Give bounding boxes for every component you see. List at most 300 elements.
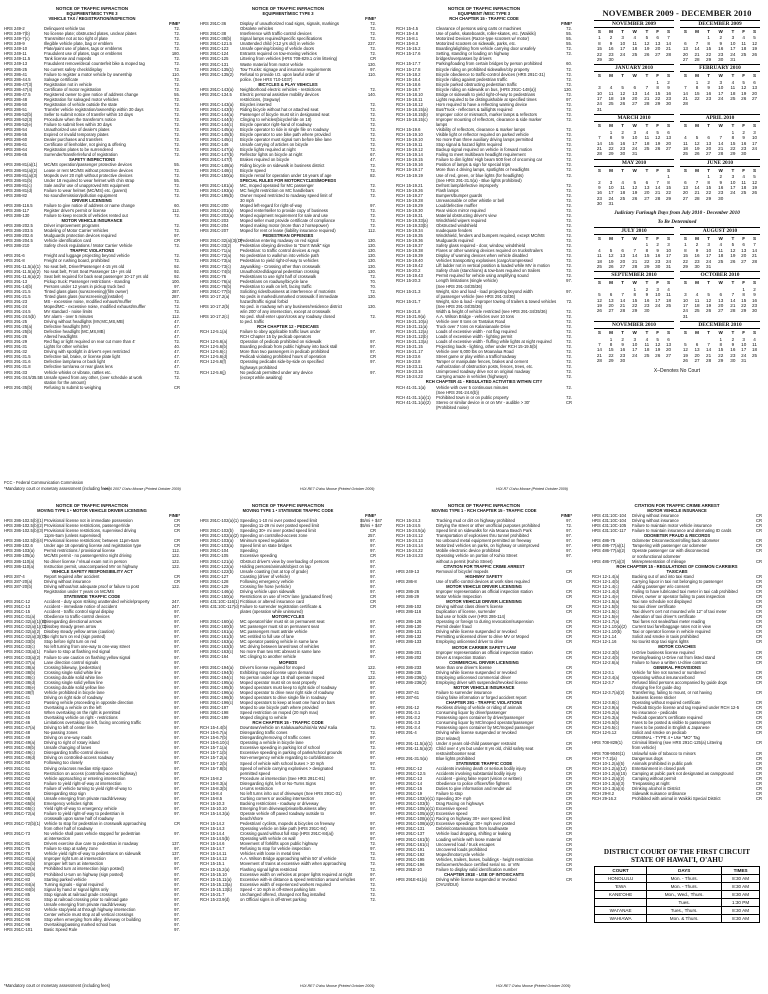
day-cell: 28 (620, 308, 626, 314)
fine-cell: CR (565, 578, 572, 584)
description-cell: Failure to stop at flashing red signal (44, 649, 111, 655)
fine-cell: 122. (367, 674, 376, 680)
fine-cell: 72. (370, 162, 376, 168)
description-cell: Littering from vehicles (HRS 708-829.1 crim littering) (240, 56, 338, 62)
code-cell: HRS 291C-121.5 (200, 41, 232, 47)
day-cell: 2 (719, 35, 722, 41)
fine-cell: CR (565, 831, 572, 837)
month-name: APRIL 2010 (680, 114, 760, 122)
day-cell: 10 (632, 342, 638, 348)
day-cell: 28 (596, 151, 602, 157)
code-cell: HRS 10-17.2(b) (200, 303, 230, 309)
day-cell: 30 (666, 101, 672, 107)
day-cell: 1 (609, 129, 613, 135)
code-cell: RCH 15-19.38 (396, 248, 423, 254)
fine-cell: 97. (370, 836, 376, 842)
fine-cell: 97. (174, 927, 180, 933)
code-cell: RCH 15-19.40 (396, 258, 423, 264)
court-cell: 8:30 AM (722, 915, 760, 923)
fine-cell: 60. (566, 61, 572, 67)
code-cell: HRS 291C-44 (4, 710, 31, 716)
code-cell: HRS 291C-38(d) (4, 679, 36, 685)
description-cell: Vehicles transporting explosives (cargo/compressed (436, 258, 533, 264)
fine-cell: 97. (174, 891, 180, 897)
code-cell: HRS 291-31.6 (4, 359, 31, 365)
description-cell: Unsafe emerging from private road/driveway (44, 901, 127, 907)
code-cell: HRS 291C-196(b) (200, 694, 234, 700)
code-cell: HRS 286-51 (4, 106, 28, 112)
description-cell: Failing to have lubricated taxi meter in taxi cab prohibited (632, 588, 738, 594)
fine-cell: CR (565, 649, 572, 655)
description-cell: Carrying liquor in taxi not belonging to passenger (632, 578, 724, 584)
fine-cell: 97. (174, 619, 180, 625)
weekday-label: T (731, 167, 735, 173)
day-cell: 8 (598, 40, 601, 46)
description-cell: Loads of excessive width - not flag required (436, 328, 517, 334)
description-cell: Following emergency vehicle (240, 578, 294, 584)
day-cell: 2 (719, 174, 722, 180)
fine-cell: CR (173, 528, 180, 534)
code-cell: RCH 15-21.10(a) (396, 318, 428, 324)
code-cell: RCH 15-15.2(a) (200, 866, 230, 872)
code-cell: HRS 286-102.5(b)(4) (4, 538, 44, 544)
description-cell: Accidents involving death or serious bodily injury (436, 765, 527, 771)
day-cell: 15 (741, 297, 747, 303)
fine-cell: 97. (370, 644, 376, 650)
description-cell: Bicycle obedience to traffic-control devices (HRS 291C-31) (436, 71, 546, 77)
fine-cell: 72. (566, 127, 572, 133)
code-cell: HRS 291C-46 (4, 720, 31, 726)
court-cell: KANE'OHE (595, 891, 647, 899)
column-subtitle: MOVING TYPE 1 - RCH CHAPTER 15 - TRAFFIC CODE (431, 508, 537, 514)
description-cell: Exhibiting moped license upon demand (240, 669, 314, 675)
fine-cell: 72. (370, 207, 376, 213)
fine-cell: CR (565, 755, 572, 761)
court-cell: 'EWA (595, 883, 647, 891)
fine-cell: CR (565, 861, 572, 867)
weekday-label: M (609, 29, 613, 34)
description-cell: Crossing double solid yellow line (44, 684, 105, 690)
fine-cell: CR (565, 705, 572, 711)
code-cell: HRS 291C-72(a) (4, 810, 36, 816)
fine-cell: 97. (174, 745, 180, 751)
day-cell: 6 (695, 342, 699, 348)
description-cell: Safety check regulations / Motor Carrier Vehicle (44, 243, 133, 249)
code-cell: HRS 249-11 (4, 51, 27, 57)
day-cell (652, 358, 663, 363)
description-cell: Vehicles with loose in metal tires (240, 851, 301, 857)
fine-cell: CR (565, 593, 572, 599)
code-cell: HRS 291C-191 (396, 846, 425, 852)
weekday-label: T (707, 123, 710, 129)
day-cell: 21 (718, 145, 724, 151)
court-schedule (594, 848, 760, 923)
code-cell: HRS 291C-101 (4, 927, 33, 933)
code-cell: HRS 291C-14 (396, 781, 423, 786)
description-cell: Excessive speeding in parking lot of school (240, 745, 320, 751)
description-cell: Pedicab violating prohibited hours of operation (240, 354, 327, 360)
day-cell (628, 201, 641, 206)
weekday-label: T (621, 167, 624, 173)
fine-cell: 97. (370, 689, 376, 695)
code-cell: HRS 291E-10 (396, 866, 422, 872)
code-cell: HRS 286-102 (396, 604, 422, 610)
code-cell: RCH 15-19.10 (396, 137, 423, 143)
fine-cell: 72. (566, 217, 572, 223)
day-cell: 1 (707, 35, 710, 41)
court-cell: HONOLULU (595, 875, 647, 883)
code-cell: RCH 15-18.11 (396, 96, 423, 102)
code-cell: HRS 708-9046(1) (592, 750, 625, 756)
day-cell: 30 (730, 358, 736, 364)
weekday-label: S (597, 73, 601, 79)
description-cell: Passenger of bicycle must sit in designated seat (240, 112, 330, 118)
day-cell: 30 (655, 264, 661, 269)
month-pair (594, 271, 760, 319)
fine-cell: 97. (370, 619, 376, 625)
description-cell: Registration for salvaged motor vehicles (44, 96, 119, 102)
fine-cell: 72. (174, 212, 180, 218)
bottom-column-2 (200, 503, 382, 902)
day-cell: 20 (666, 347, 672, 353)
day-cell: 30 (620, 358, 626, 364)
description-cell: No seat belt, Front Seat Passenger 15+ yrs old (44, 268, 132, 274)
code-cell: HRS 287-41 (396, 690, 420, 696)
fine-cell: CR (755, 755, 762, 761)
description-cell: Visible light or reflector required on parked vehicle (436, 132, 529, 138)
fine-cell: CR (565, 876, 572, 882)
day-cell: 15 (706, 46, 712, 52)
description-cell: Lift ladder not in vertical position & loaded while MV in motion (436, 263, 550, 269)
fine-cell: CR (755, 588, 762, 594)
code-cell: RCH 41-31.1(a) (396, 384, 426, 390)
fine-cell: CR (755, 629, 762, 635)
weekday-label: T (731, 280, 735, 286)
code-cell: RCH 15-8.1 (396, 36, 419, 42)
description-cell: Registration under 7 years on MC/MS (44, 588, 115, 594)
month-calendar (680, 64, 760, 112)
day-cell: 23 (706, 96, 712, 102)
description-cell: Movement of forklifts upon public highway (240, 841, 318, 847)
description-cell: No person under age 15 shall operate moped (240, 674, 325, 680)
description-cell: Drag Racing on highways (436, 801, 484, 807)
code-cell: HRS 286-102.5(b)(1) (4, 518, 44, 524)
day-cell: 9 (609, 40, 613, 46)
description-cell: Vehicle over 6,000 lbs on Moanalua Road (436, 349, 514, 355)
code-row (4, 564, 180, 569)
code-cell: RCH 15-20.3 (396, 278, 421, 284)
day-cell: 19 (655, 347, 661, 353)
description-cell: Inadequate fenders (436, 228, 473, 234)
day-cell: 20 (752, 90, 758, 96)
code-row (592, 660, 762, 665)
description-cell: Bicycle operator must signal turn before bike lane (240, 137, 332, 143)
description-cell: Unauthorized/diagonal pedestrian crossing (240, 268, 320, 274)
section-heading: HIGHWAY SAFETY (465, 573, 503, 579)
month-name: NOVEMBER 2009 (594, 20, 674, 28)
day-cell: 5 (645, 35, 649, 41)
day-cell: 12 (694, 140, 700, 146)
description-cell: Modeling of Motor Carrier Vehicles (44, 228, 109, 234)
description-cell: Basic Speed Rule (44, 927, 78, 933)
code-cell: HRS 291C-102(a)(1) (200, 518, 239, 524)
description-cell: Visibility of reflectors, clearance & marker lamps (436, 127, 526, 133)
day-cell: 24 (608, 195, 614, 201)
day-cell: 19 (632, 190, 638, 196)
description-cell: Motor Vehicle Inspection (436, 593, 482, 599)
fine-cell: 72. (566, 258, 572, 264)
code-cell: HRS 291C-65 (4, 790, 31, 796)
fine-cell: CR (755, 720, 762, 726)
day-cell: 26 (620, 101, 626, 107)
weekday-label: S (597, 167, 601, 173)
description-cell: Pedestrian: to traffic control devices & regs (240, 248, 320, 254)
fine-cell: CR (565, 710, 572, 716)
fine-cell: 97. (370, 359, 376, 365)
description-cell: Operating without insurance/bond (632, 674, 695, 680)
description-cell: Stop signals at railroad grade crossings (44, 891, 118, 897)
fine-cell: 257. (367, 533, 376, 539)
description-cell: Disobey steady yellow arrow (caution) (44, 629, 115, 635)
description-cell: Curbing corners or avoiding intersection (240, 795, 315, 801)
code-cell: RCH 12-5.12 (592, 730, 617, 736)
fine-cell: 97. (174, 861, 180, 867)
day-cell: 23 (694, 258, 700, 264)
fine-cell: 72. (370, 851, 376, 857)
description-cell: Certificate of motor registration (44, 86, 102, 92)
weekday-label: T (707, 330, 710, 336)
month-calendar (594, 227, 674, 269)
fine-cell: CR (565, 669, 572, 675)
fine-cell: 130. (367, 303, 376, 309)
code-cell: HRS 291C-63 (4, 780, 31, 786)
description-cell: MC/MS permit - no passengers/no night driving (44, 553, 132, 559)
description-cell: Current taxi fare/baggage rates not in view (632, 624, 711, 630)
fine-cell: 72. (174, 308, 180, 314)
fine-cell: 97. (370, 639, 376, 645)
weekday-label: T (621, 29, 624, 34)
day-cell: 5 (742, 79, 745, 85)
weekday-label: T (731, 123, 735, 129)
fine-cell: 97. (566, 553, 572, 559)
description-cell: Giving false information or forged accident report (436, 695, 527, 701)
weekday-label: F (656, 330, 660, 336)
description-cell: No unbound metal equipment permitted on freeway (436, 538, 532, 544)
description-cell: Improper left turn at intersection (44, 861, 104, 867)
description-cell: Crossing guard without full stop (HRS 291C-84(a)) (240, 831, 334, 837)
day-cell: 16 (620, 347, 626, 353)
description-cell: (See HRS 291-24.6(b)) (436, 389, 480, 395)
section-heading: MOTOR CARRIER SAFETY LAW (452, 644, 516, 650)
code-cell: HRS 291C-194(b) (200, 669, 234, 675)
weekday-label: S (683, 330, 687, 336)
description-cell: Obsolete vehicles (240, 26, 274, 32)
description-cell: Bicycle rental for operation under 16 years of age (240, 172, 332, 178)
code-cell: HRS 291C-197 (200, 704, 229, 710)
description-cell: Pedestrian entering roadway on red signal (240, 238, 319, 244)
day-cell: 7 (695, 40, 699, 46)
fine-cell: 55. (174, 177, 180, 183)
day-cell (628, 57, 641, 62)
description-cell: Register driver's permit or license (44, 207, 107, 213)
month-calendar (680, 159, 760, 207)
fine-cell: CR (565, 745, 572, 751)
fine-cell: 72. (370, 51, 376, 57)
day-cell: 31 (666, 264, 672, 269)
day-cell: 2 (742, 129, 745, 135)
description-cell: Driving on/across median strip space (44, 765, 113, 771)
fine-cell: 97. (370, 634, 376, 640)
day-cell: 10 (706, 247, 712, 253)
column-title: NOTICE OF TRAFFIC INFRACTION (251, 6, 325, 11)
section-heading: RCH CHAPTER 12 - PEDICABS (257, 324, 319, 330)
code-cell: RCH 15-14.12 (200, 856, 227, 862)
day-cell: 9 (621, 342, 624, 348)
fine-cell: 72. (370, 187, 376, 193)
fine-cell: 72. (566, 364, 572, 370)
description-cell: Crossing single solid white line (44, 669, 102, 675)
day-cell: 26 (682, 358, 688, 364)
code-cell: HRS 291C-145(c) (200, 137, 234, 143)
day-cell: 11 (644, 135, 650, 141)
fine-cell: CR (755, 543, 762, 549)
day-cell (663, 358, 674, 363)
code-cell: HRS 291C-103(a) (200, 543, 234, 549)
day-cell: 31 (632, 151, 638, 157)
description-cell: Accidents involving substantial bodily injury (436, 770, 517, 776)
fine-cell: 92. (174, 268, 180, 274)
day-cell: 20 (644, 190, 650, 196)
day-cell: 15 (682, 253, 688, 259)
judiciary-note-2: To Be Determined (657, 218, 697, 225)
day-cell: 21 (666, 46, 672, 52)
fine-cell: 72. (370, 841, 376, 847)
fine-cell: 122. (171, 563, 180, 569)
fine-cell: 72. (174, 96, 180, 102)
code-cell: RCH 15-14.2 (200, 821, 225, 827)
code-row (396, 569, 572, 574)
code-cell: HRS 431:10C-105 (592, 523, 627, 529)
fine-cell: CR (565, 695, 572, 701)
weekday-label: W (718, 29, 723, 34)
court-cell: 8:30 AM (722, 875, 760, 883)
month-grid (594, 279, 674, 313)
column-subtitle: EQUIPMENT /MISC TYPE 3 (457, 11, 511, 17)
code-cell: HRS 291C-161(a) (200, 629, 234, 635)
description-cell: Refused blind persons accompanied by guide dogs (632, 679, 727, 685)
fine-cell: 97. (370, 871, 376, 877)
fine-cell: CR (755, 710, 762, 716)
day-cell: 5 (598, 292, 601, 298)
description-cell: Disregarding/removing of traffic cones (240, 735, 311, 741)
fine-header-label: FINE* (561, 21, 572, 27)
day-cell: 9 (667, 85, 670, 91)
description-cell: Operating with vehicle on wall (240, 836, 296, 842)
code-cell: HRS 286-26 (396, 588, 420, 594)
code-cell: HRS 249-11.5 (4, 56, 31, 62)
fine-cell: CR (565, 674, 572, 680)
code-cell: HRS 291C-195 (396, 856, 425, 862)
code-cell: HRS 286-117 (4, 207, 30, 213)
month-name: JANUARY 2010 (594, 64, 674, 72)
description-cell: Accident - traffic control signal display (44, 609, 114, 615)
description-cell: Stop signal & hazard lights required (436, 142, 503, 148)
court-row (595, 875, 760, 883)
section-heading: RCH CHAPTER 41 - REGULATED ACTIVITIES WITHIN CITY (425, 379, 543, 385)
fine-cell: CR (755, 518, 762, 524)
day-cell: 13 (741, 247, 747, 253)
description-cell: Lane direction control signals (44, 659, 99, 665)
description-cell: (OVUII/DUI) (436, 881, 459, 887)
day-cell: 1 (719, 336, 722, 342)
description-cell: on Official signs in off-street parking (240, 896, 307, 902)
fine-cell: CR (755, 669, 762, 675)
description-cell: Electric personal assistive mobility devices (240, 91, 319, 97)
fine-cell: 72. (566, 268, 572, 274)
day-cell: 2 (753, 286, 756, 292)
fine-cell: 97. (174, 624, 180, 630)
description-cell: Speeding 1-10 mi over posted speed limit (240, 518, 318, 524)
fine-cell: 72. (566, 313, 572, 319)
fine-cell: CR (565, 826, 572, 832)
fine-cell: 97. (370, 369, 376, 375)
fine-cell: 97. (174, 921, 180, 927)
day-cell: 23 (718, 190, 724, 196)
fine-cell: CR (755, 725, 762, 731)
day-cell: 18 (682, 145, 688, 151)
description-cell: Refusal to provide I.D. upon lawful order of (240, 71, 320, 77)
description-cell: Crossing single solid yellow line (44, 679, 103, 685)
fine-cell: 97. (370, 704, 376, 710)
fine-cell: 92. (174, 263, 180, 269)
fine-cell: CR (565, 619, 572, 625)
fine-cell: 97. (370, 543, 376, 549)
description-cell: Taxi driver's cert not mounted w/in 12" of taxi meter (632, 609, 727, 615)
fine-cell: CR (565, 588, 572, 594)
weekday-label: S (683, 280, 687, 286)
day-cell: 18 (718, 253, 724, 259)
code-cell: HRS 286-81(a)(1) (4, 162, 38, 168)
day-cell: 29 (718, 358, 724, 364)
code-cell: HRS 291C-33(2) (200, 243, 232, 249)
fine-cell: 97. (174, 659, 180, 665)
fine-cell: CR (755, 760, 762, 766)
description-cell: crosswalk upon same half of roadway (44, 816, 114, 821)
description-cell: Weight, size & load - improper towing of trailers & towed vehicles (436, 298, 557, 304)
code-cell: RCH 12-5.2(a) (592, 710, 620, 716)
section-heading: CITATION FOR TRAFFIC CRIME ARREST (443, 563, 525, 569)
day-cell: 7 (645, 85, 649, 91)
code-cell: HRS 291C-51 (4, 765, 31, 771)
code-cell: HRS 286-47.5 (4, 91, 31, 97)
fine-cell: CR (565, 765, 572, 771)
fine-cell: CR (565, 624, 572, 630)
description-cell: Driving to right of rotary island (44, 740, 100, 746)
code-cell: HRS 291C-144(a) (200, 112, 234, 118)
description-cell: Moped seller must provide certificate of compliance (240, 218, 336, 224)
fine-cell: 72. (566, 228, 572, 234)
fine-cell: 72. (174, 101, 180, 107)
fine-cell: 130. (367, 263, 376, 269)
code-cell: HRS 431:10C-117 (592, 528, 626, 534)
code-cell: HRS 486-75 (592, 538, 616, 544)
code-cell: RCH 15-7.1(a) (200, 745, 228, 751)
code-cell: HRS 291C-38 (200, 31, 227, 37)
fine-cell: 130. (367, 61, 376, 67)
month-name: SEPTEMBER 2010 (594, 271, 674, 279)
code-cell: HRS 291C-135(2) (200, 71, 234, 77)
description-cell: Possessing open container by driver/passenger (436, 715, 525, 721)
